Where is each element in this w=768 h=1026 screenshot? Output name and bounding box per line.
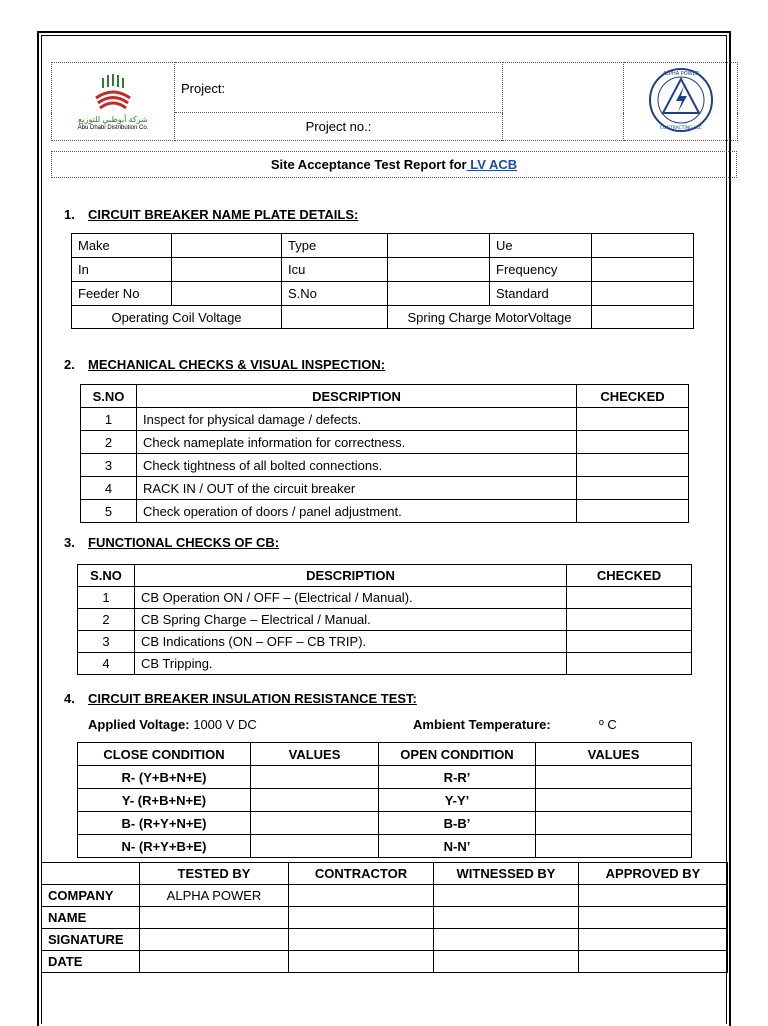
section4-heading: 4. CIRCUIT BREAKER INSULATION RESISTANCE TEST: — [64, 691, 417, 706]
table-row: 3 CB Indications (ON – OFF – CB TRIP). — [78, 631, 692, 653]
table-row: SIGNATURE — [42, 929, 728, 951]
table-row: 4 RACK IN / OUT of the circuit breaker — [81, 477, 689, 500]
report-title-prefix: Site Acceptance Test Report for — [270, 157, 467, 172]
nameplate-value[interactable] — [388, 258, 490, 282]
table-row: 5 Check operation of doors / panel adjustment. — [81, 500, 689, 523]
column-header: DESCRIPTION — [135, 565, 567, 587]
signoff-cell[interactable] — [140, 951, 289, 973]
signoff-cell[interactable] — [434, 929, 579, 951]
column-header: WITNESSED BY — [434, 863, 579, 885]
header-empty-cell — [503, 63, 624, 141]
signoff-cell[interactable] — [579, 885, 728, 907]
nameplate-value[interactable] — [592, 234, 694, 258]
applied-voltage-value: 1000 V DC — [189, 717, 257, 732]
ambient-temperature-unit: º C — [599, 717, 617, 732]
table-row: 2 Check nameplate information for correctness. — [81, 431, 689, 454]
nameplate-cell: Icu — [282, 258, 388, 282]
signoff-cell[interactable] — [434, 885, 579, 907]
table-row: COMPANY ALPHA POWER — [42, 885, 728, 907]
report-title — [52, 152, 737, 178]
spring-motor-voltage-value[interactable] — [592, 306, 694, 329]
voltage-row-table — [71, 305, 694, 329]
checked-cell[interactable] — [567, 587, 692, 609]
nameplate-cell: Frequency — [490, 258, 592, 282]
checked-cell[interactable] — [567, 609, 692, 631]
coil-voltage-label: Operating Coil Voltage — [72, 306, 282, 329]
value-cell[interactable] — [251, 812, 379, 835]
nameplate-cell: Type — [282, 234, 388, 258]
column-header: S.NO — [81, 385, 137, 408]
signoff-cell[interactable] — [434, 907, 579, 929]
nameplate-cell: Make — [72, 234, 172, 258]
value-cell[interactable] — [251, 835, 379, 858]
nameplate-value[interactable] — [172, 234, 282, 258]
alpha-logo-text: ALPHA POWER — [662, 71, 699, 77]
alpha-logo-sub: CONTRACTING LLC — [659, 126, 702, 131]
signoff-cell[interactable] — [434, 951, 579, 973]
table-row: B- (R+Y+N+E) B-B’ — [78, 812, 692, 835]
nameplate-table — [71, 233, 694, 306]
column-header: CHECKED — [577, 385, 689, 408]
alpha-logo-cell — [624, 63, 738, 141]
applied-voltage — [88, 717, 257, 732]
column-header: CHECKED — [567, 565, 692, 587]
report-title-link[interactable]: LV ACB — [466, 157, 518, 172]
table-row: 3 Check tightness of all bolted connections. — [81, 454, 689, 477]
table-row: 2 CB Spring Charge – Electrical / Manual. — [78, 609, 692, 631]
header-table — [51, 62, 738, 141]
adc-logo-arabic: شركة أبوظبي للتوزيع — [78, 114, 148, 124]
signoff-cell[interactable] — [289, 929, 434, 951]
checked-cell[interactable] — [567, 631, 692, 653]
project-label: Project: — [175, 63, 503, 113]
nameplate-value[interactable] — [172, 282, 282, 306]
checked-cell[interactable] — [567, 653, 692, 675]
column-header: OPEN CONDITION — [379, 743, 536, 766]
value-cell[interactable] — [536, 766, 692, 789]
nameplate-cell: In — [72, 258, 172, 282]
insulation-test-table — [77, 742, 692, 858]
checked-cell[interactable] — [577, 500, 689, 523]
column-header: S.NO — [78, 565, 135, 587]
nameplate-cell: Standard — [490, 282, 592, 306]
table-row: 4 CB Tripping. — [78, 653, 692, 675]
column-header: CLOSE CONDITION — [78, 743, 251, 766]
signoff-table — [41, 862, 728, 973]
table-row: 1 Inspect for physical damage / defects. — [81, 408, 689, 431]
adc-logo-cell — [52, 63, 175, 141]
column-header: DESCRIPTION — [137, 385, 577, 408]
checked-cell[interactable] — [577, 477, 689, 500]
table-row: Y- (R+B+N+E) Y-Y’ — [78, 789, 692, 812]
column-header: TESTED BY — [140, 863, 289, 885]
checked-cell[interactable] — [577, 454, 689, 477]
alpha-power-logo-icon — [647, 66, 715, 134]
nameplate-cell: S.No — [282, 282, 388, 306]
checked-cell[interactable] — [577, 408, 689, 431]
value-cell[interactable] — [536, 789, 692, 812]
coil-voltage-value[interactable] — [282, 306, 388, 329]
signoff-cell[interactable] — [289, 907, 434, 929]
applied-voltage-label: Applied Voltage: — [88, 717, 190, 732]
table-row: DATE — [42, 951, 728, 973]
signoff-cell[interactable] — [289, 885, 434, 907]
value-cell[interactable] — [251, 766, 379, 789]
nameplate-value[interactable] — [592, 282, 694, 306]
signoff-cell[interactable] — [579, 951, 728, 973]
functional-checks-table — [77, 564, 692, 675]
column-header: APPROVED BY — [579, 863, 728, 885]
nameplate-cell: Ue — [490, 234, 592, 258]
adc-logo-icon — [88, 72, 138, 112]
checked-cell[interactable] — [577, 431, 689, 454]
spring-motor-voltage-label: Spring Charge MotorVoltage — [388, 306, 592, 329]
ambient-temperature-label: Ambient Temperature: — [413, 717, 551, 732]
column-header: VALUES — [251, 743, 379, 766]
column-header: VALUES — [536, 743, 692, 766]
section2-heading: 2. MECHANICAL CHECKS & VISUAL INSPECTION: — [64, 357, 386, 372]
column-header: CONTRACTOR — [289, 863, 434, 885]
title-table — [51, 151, 737, 178]
adc-logo-english: Abu Dhabi Distribution Co. — [77, 124, 149, 131]
nameplate-value[interactable] — [388, 234, 490, 258]
nameplate-cell: Feeder No — [72, 282, 172, 306]
mechanical-checks-table — [80, 384, 689, 523]
signoff-cell[interactable] — [579, 929, 728, 951]
value-cell[interactable] — [251, 789, 379, 812]
value-cell[interactable] — [536, 812, 692, 835]
column-header — [42, 863, 140, 885]
signoff-cell[interactable] — [579, 907, 728, 929]
project-no-label: Project no.: — [175, 113, 503, 141]
signoff-cell[interactable] — [289, 951, 434, 973]
nameplate-value[interactable] — [388, 282, 490, 306]
section3-heading: 3. FUNCTIONAL CHECKS OF CB: — [64, 535, 280, 550]
table-row: R- (Y+B+N+E) R-R’ — [78, 766, 692, 789]
signoff-cell[interactable] — [140, 907, 289, 929]
nameplate-value[interactable] — [592, 258, 694, 282]
signoff-cell[interactable] — [140, 929, 289, 951]
table-row: 1 CB Operation ON / OFF – (Electrical / Manual). — [78, 587, 692, 609]
section1-heading: 1. CIRCUIT BREAKER NAME PLATE DETAILS: — [64, 207, 359, 222]
table-row: NAME — [42, 907, 728, 929]
nameplate-value[interactable] — [172, 258, 282, 282]
value-cell[interactable] — [536, 835, 692, 858]
table-row: N- (R+Y+B+E) N-N’ — [78, 835, 692, 858]
